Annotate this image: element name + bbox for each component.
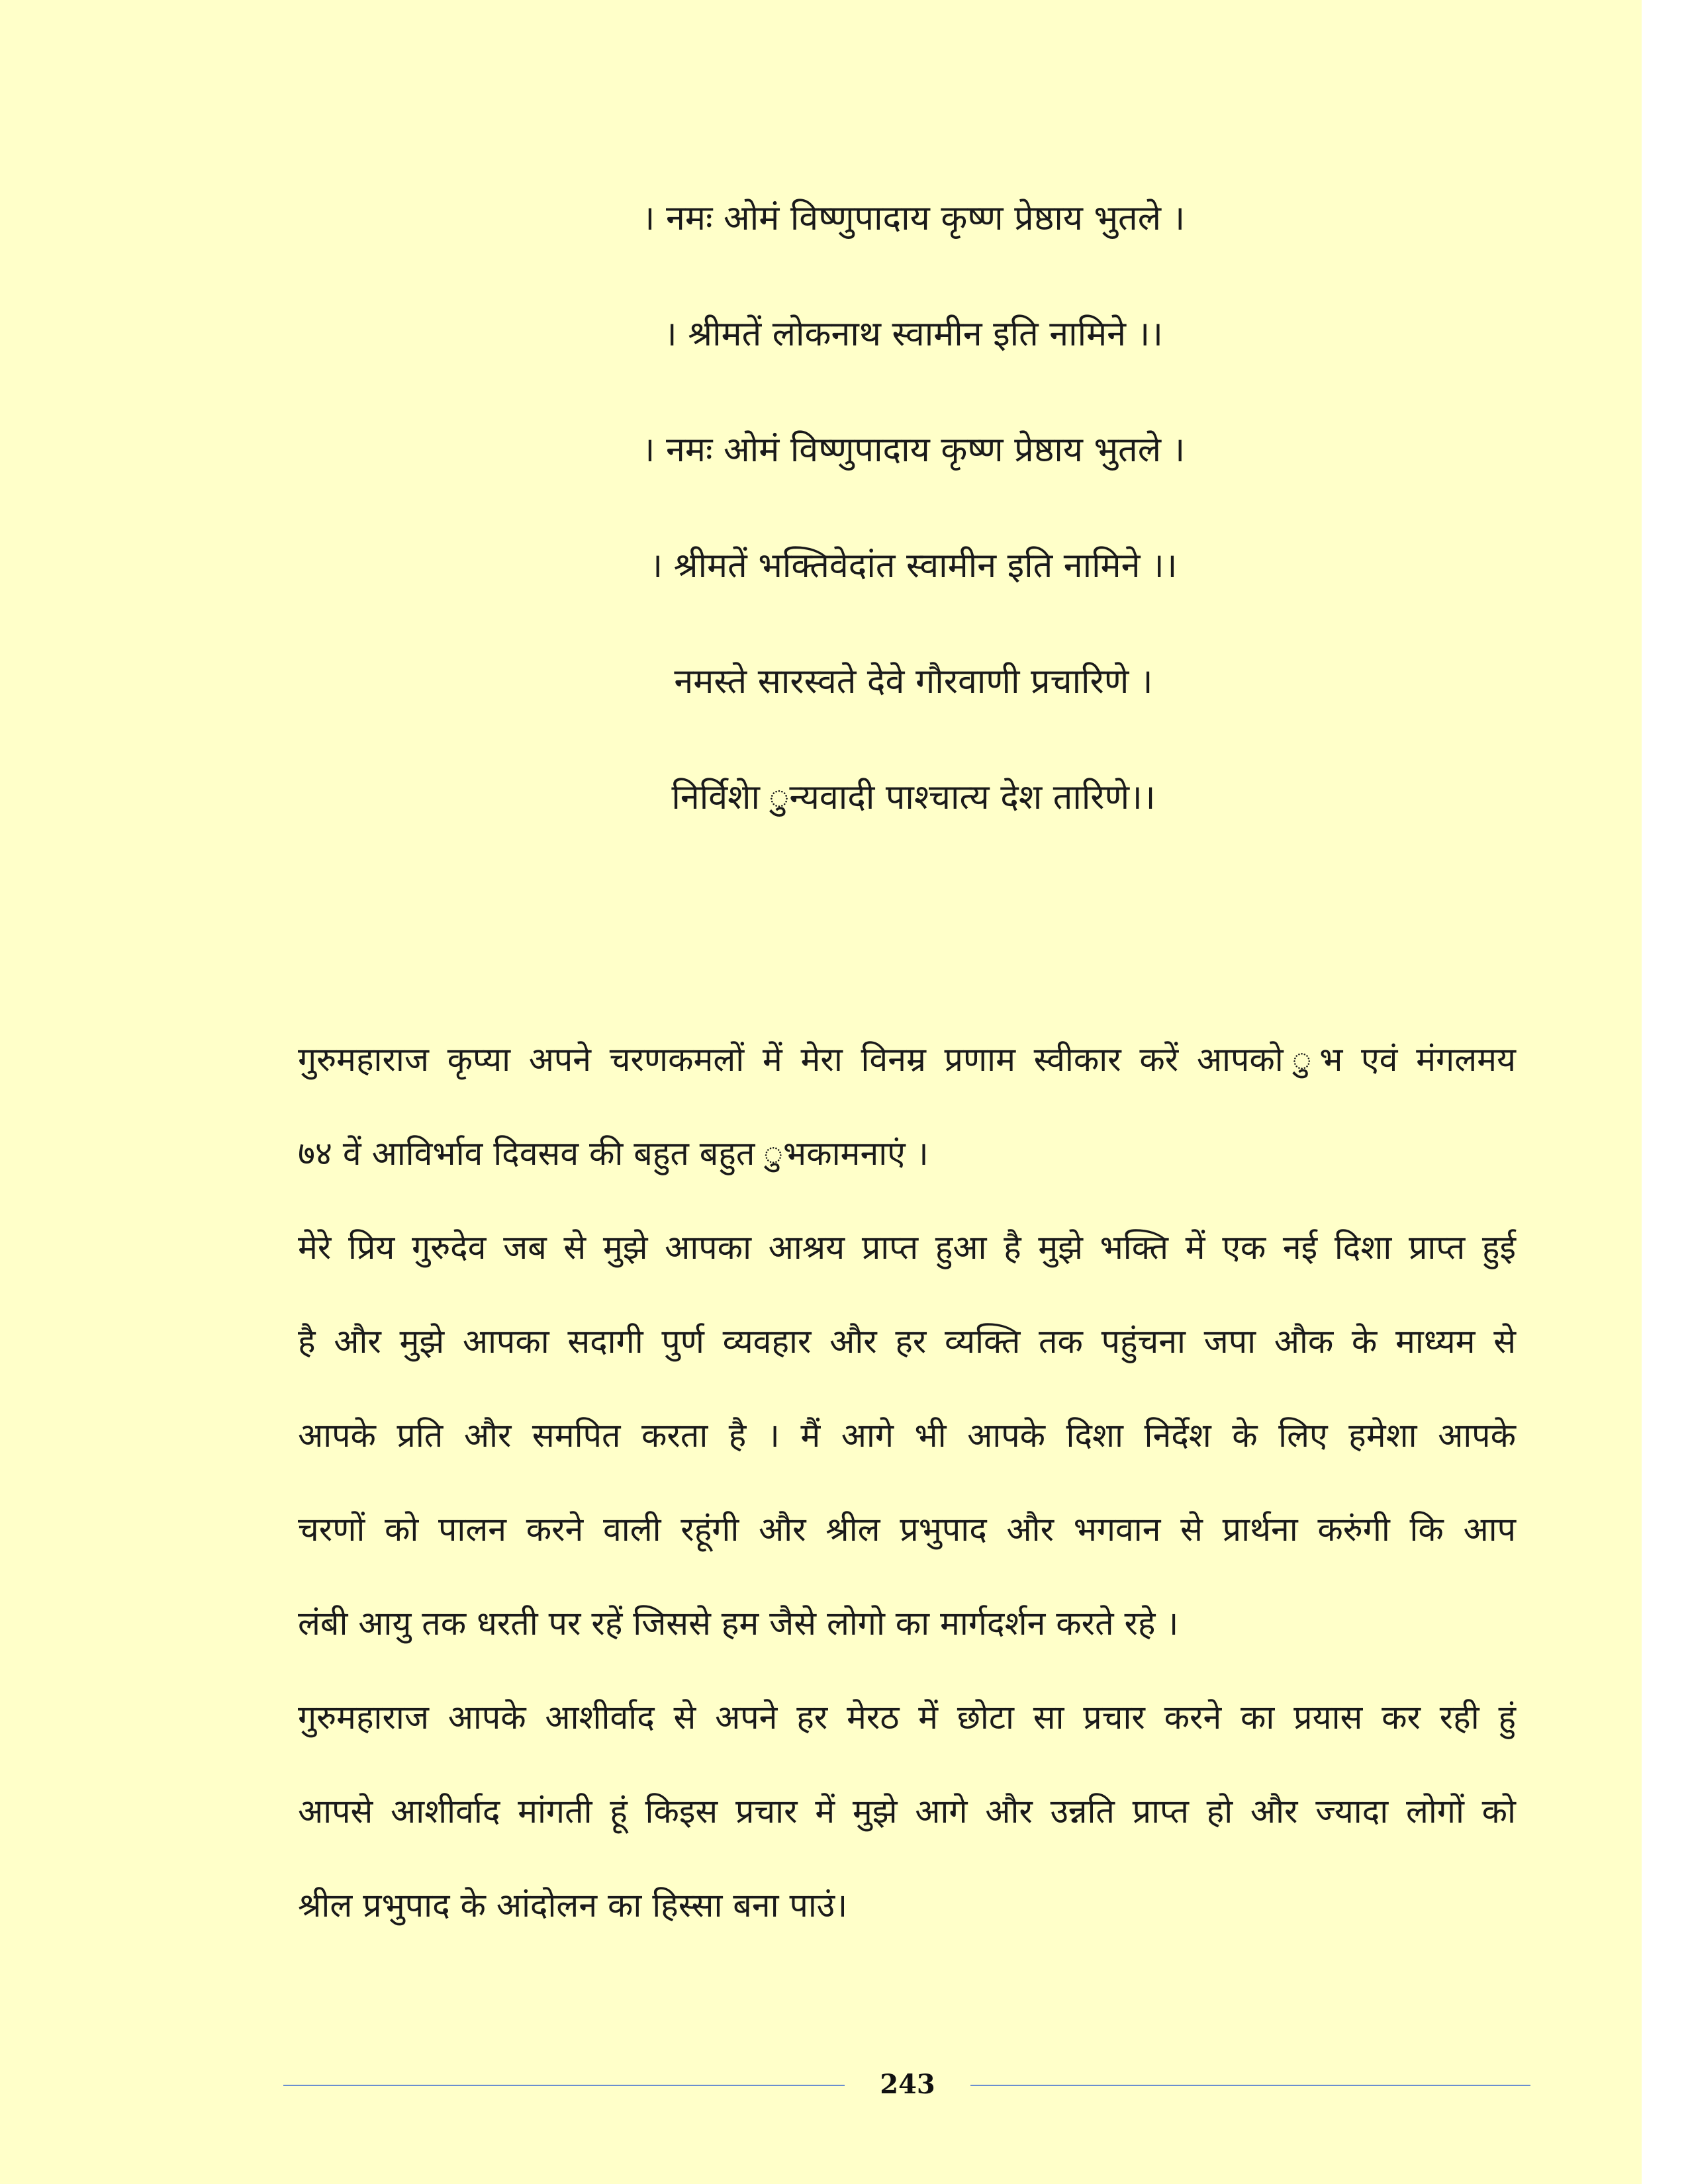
text-line: गुरुमहाराज कृप्या अपने चरणकमलों में मेरा विनम्र प्रणाम स्वीकार करें आपको ुभ एवं मंगलमय — [298, 1040, 1516, 1079]
paragraph-greeting — [298, 1013, 1516, 1201]
page-footer — [0, 2065, 1642, 2105]
letter-body — [298, 1013, 1516, 1952]
text-line: श्रील प्रभुपाद के आंदोलन का हिस्सा बना पाउं। — [298, 1886, 848, 1925]
page-number: 243 — [880, 2069, 935, 2100]
footer-rule-right — [970, 2085, 1530, 2086]
verse-block — [0, 199, 1688, 893]
paragraph-blessing-request — [298, 1670, 1516, 1952]
text-line: ७४ वें आविर्भाव दिवसव की बहुत बहुत ुभकामनाएं । — [298, 1134, 929, 1173]
verse-line: । नमः ओमं विष्णुपादाय कृष्ण प्रेष्ठाय भुतले । — [641, 430, 1186, 470]
verse-line: । श्रीमतें लोकनाथ स्वामीन इति नामिने ।। — [664, 314, 1163, 354]
text-line: लंबी आयु तक धरती पर रहें जिससे हम जैसे लोगो का मार्गदर्शन करते रहे । — [298, 1604, 1179, 1643]
text-line: आपके प्रति और समपित करता है । मैं आगे भी आपके दिशा निर्देश के लिए हमेशा आपके — [298, 1416, 1516, 1455]
verse-line: । नमः ओमं विष्णुपादाय कृष्ण प्रेष्ठाय भुतले । — [641, 199, 1186, 238]
text-line: मेरे प्रिय गुरुदेव जब से मुझे आपका आश्रय प्राप्त हुआ है मुझे भक्ति में एक नई दिशा प्राप्त हुई — [298, 1228, 1516, 1267]
text-line: गुरुमहाराज आपके आशीर्वाद से अपने हर मेरठ में छोटा सा प्रचार करने का प्रयास कर रही हुं — [298, 1698, 1516, 1737]
text-line: है और मुझे आपका सदागी पुर्ण व्यवहार और हर व्यक्ति तक पहुंचना जपा औक के माध्यम से — [298, 1322, 1516, 1361]
text-line: चरणों को पालन करने वाली रहूंगी और श्रील प्रभुपाद और भगवान से प्रार्थना करुंगी कि आप — [298, 1510, 1516, 1549]
paragraph-gratitude — [298, 1201, 1516, 1670]
verse-line: । श्रीमतें भक्तिवेदांत स्वामीन इति नामिने ।। — [649, 546, 1178, 586]
footer-rule-left — [283, 2085, 845, 2086]
text-line: आपसे आशीर्वाद मांगती हूं किइस प्रचार में मुझे आगे और उन्नति प्राप्त हो और ज्यादा लोगों को — [298, 1792, 1516, 1831]
verse-line: नमस्ते सारस्वते देवे गौरवाणी प्रचारिणे । — [674, 662, 1153, 702]
verse-line: निर्विशेा ुन्यवादी पाश्चात्य देश तारिणे।। — [671, 778, 1156, 817]
